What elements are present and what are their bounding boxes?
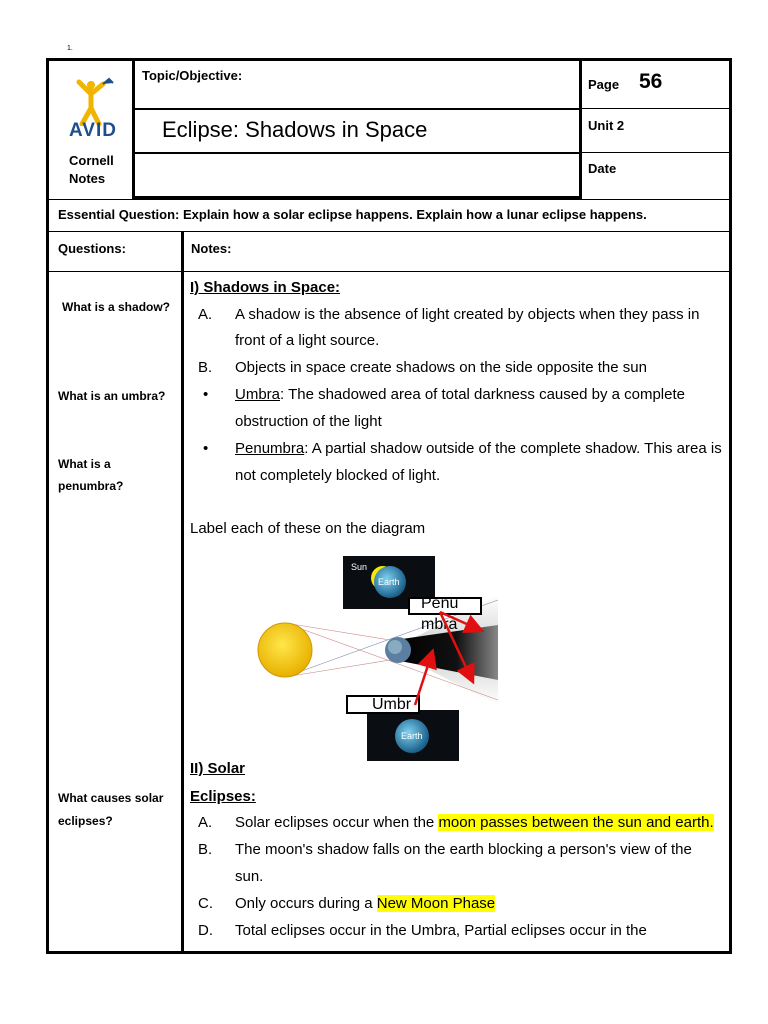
question-penumbra-line1: What is a: [58, 457, 111, 471]
list-marker: B.: [198, 359, 213, 376]
avid-logo: [62, 76, 122, 146]
penumbra-answer-line2: mbra: [421, 616, 458, 633]
cornell-label-line1: Cornell: [69, 153, 114, 168]
cornell-label-line2: Notes: [69, 171, 106, 186]
umbra-answer: Umbr: [372, 696, 412, 713]
inset-earth-label-bottom: Earth: [401, 731, 423, 741]
section1-heading: I) Shadows in Space:: [190, 279, 341, 296]
question-penumbra-line2: penumbra?: [58, 479, 124, 493]
question-umbra: What is an umbra?: [58, 389, 166, 403]
note-umbra-line2: obstruction of the light: [235, 413, 382, 430]
umbra-definition: : The shadowed area of total darkness caused by a complete: [280, 386, 685, 403]
note-A-line2: front of a light source.: [235, 332, 380, 349]
essential-question: Essential Question: Explain how a solar eclipse happens. Explain how a lunar eclipse happens.: [58, 207, 647, 222]
list-marker: D.: [198, 922, 213, 939]
section2-heading-line2: Eclipses:: [190, 788, 256, 805]
solar-A: [235, 814, 714, 831]
list-marker: B.: [198, 841, 213, 858]
inset-sun-label: Sun: [351, 562, 368, 572]
note-B-line1: Objects in space create shadows on the side opposite the sun: [235, 359, 647, 376]
answer-arrows: [250, 555, 500, 765]
questions-header: Questions:: [58, 241, 126, 256]
divider: [581, 108, 732, 109]
note-penumbra-line1: [235, 440, 722, 457]
notes-header: Notes:: [191, 241, 232, 256]
topic-label: Topic/Objective:: [142, 68, 243, 83]
solar-C-text: Only occurs during a: [235, 895, 377, 912]
solar-D: Total eclipses occur in the Umbra, Partial eclipses occur in the: [235, 922, 647, 939]
note-umbra-line1: [235, 386, 685, 403]
divider: [132, 58, 135, 199]
penumbra-answer-line1: Penu: [421, 595, 459, 612]
divider: [581, 152, 732, 153]
inset-earth-label-top: Earth: [378, 577, 400, 587]
solar-C-highlight: New Moon Phase: [376, 895, 496, 912]
penumbra-term: Penumbra: [235, 440, 305, 457]
question-solar-line2: eclipses?: [58, 814, 113, 828]
unit-label: Unit 2: [588, 118, 625, 133]
umbra-term: Umbra: [235, 386, 281, 403]
divider: [134, 108, 580, 110]
note-penumbra-line2: not completely blocked of light.: [235, 467, 441, 484]
note-A-line1: A shadow is the absence of light created by objects when they pass in: [235, 306, 700, 323]
question-shadow: What is a shadow?: [62, 300, 171, 314]
divider: [579, 58, 582, 199]
bullet: •: [203, 386, 209, 403]
solar-C: [235, 895, 495, 912]
eclipse-diagram: [250, 555, 500, 765]
bullet: •: [203, 440, 209, 457]
divider: [46, 199, 732, 200]
page-number: 56: [639, 70, 663, 93]
solar-B-line1: The moon's shadow falls on the earth blocking a person's view of the: [235, 841, 692, 858]
avid-figure-icon: [62, 76, 122, 126]
page-label: Page: [588, 77, 620, 92]
solar-B-line2: sun.: [235, 868, 264, 885]
list-marker: A.: [198, 814, 213, 831]
solar-A-text: Solar eclipses occur when the: [235, 814, 439, 831]
divider: [181, 231, 184, 954]
page-marker: 1.: [67, 45, 73, 52]
section2-heading-line1: II) Solar: [190, 760, 246, 777]
divider: [46, 271, 732, 272]
solar-A-highlight: moon passes between the sun and earth.: [438, 814, 714, 831]
page-title: Eclipse: Shadows in Space: [162, 117, 428, 142]
avid-logo-text: AVID: [69, 120, 117, 141]
divider: [46, 231, 732, 232]
label-instruction: Label each of these on the diagram: [190, 520, 426, 537]
question-solar-line1: What causes solar: [58, 791, 164, 805]
penumbra-definition: : A partial shadow outside of the complete shadow. This area is: [304, 440, 722, 457]
list-marker: A.: [198, 306, 213, 323]
divider: [134, 152, 580, 154]
list-marker: C.: [198, 895, 213, 912]
date-label: Date: [588, 161, 617, 176]
